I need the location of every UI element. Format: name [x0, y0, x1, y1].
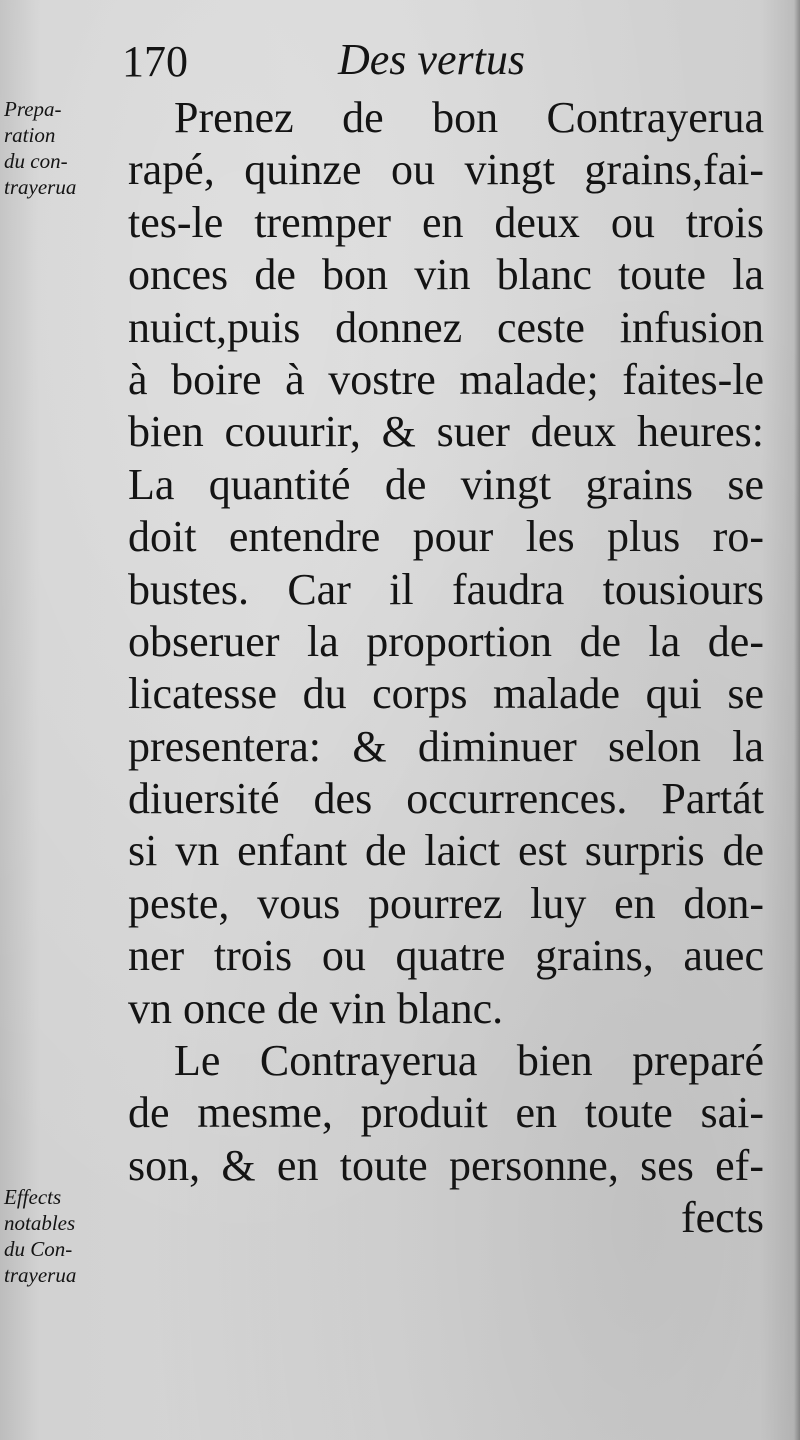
text-line: nuict,puis donnez ceste infusion	[128, 302, 764, 352]
margin-note-line: ration	[4, 123, 56, 147]
text-line: de mesme, produit en toute sai-	[128, 1088, 764, 1138]
page-number: 170	[122, 37, 188, 86]
margin-note-line: trayerua	[4, 1263, 77, 1287]
body-text	[128, 92, 764, 1245]
text-line: à boire à vostre malade; faites-le	[128, 354, 764, 404]
margin-note-line: trayerua	[4, 175, 77, 199]
text-line: bustes. Car il faudra tousiours	[128, 564, 764, 614]
text-line: obseruer la proportion de la de-	[128, 616, 764, 666]
margin-note-line: Prepa-	[4, 97, 62, 121]
margin-note-preparation	[4, 96, 126, 200]
margin-note-effects	[4, 1184, 126, 1288]
text-line: son, & en toute personne, ses ef-	[128, 1140, 764, 1190]
text-line: diuersité des occurrences. Partát	[128, 774, 764, 824]
text-line: presentera: & diminuer selon la	[128, 721, 764, 771]
running-head: Des vertus	[338, 35, 525, 84]
text-line: licatesse du corps malade qui se	[128, 669, 764, 719]
text-line: tes-le tremper en deux ou trois	[128, 197, 764, 247]
text-line: peste, vous pourrez luy en don-	[128, 878, 764, 928]
text-line: Le Contrayerua bien preparé	[174, 1036, 764, 1086]
text-line: vn once de vin blanc.	[128, 983, 504, 1033]
catchword: fects	[680, 1193, 764, 1243]
margin-note-line: notables	[4, 1211, 76, 1235]
text-line: Prenez de bon Contrayerua	[174, 93, 764, 142]
margin-note-line: du con-	[4, 149, 68, 173]
page-edge-shadow	[794, 0, 800, 1440]
text-line: ner trois ou quatre grains, auec	[128, 931, 764, 981]
text-line: si vn enfant de laict est surpris de	[128, 826, 764, 876]
page-header	[0, 28, 800, 88]
text-line: rapé, quinze ou vingt grains,fai-	[128, 145, 764, 195]
margin-note-line: du Con-	[4, 1237, 73, 1261]
text-line: doit entendre pour les plus ro-	[128, 512, 764, 562]
text-line: bien couurir, & suer deux heures:	[128, 407, 764, 457]
margin-note-line: Effects	[4, 1185, 62, 1209]
text-line: La quantité de vingt grains se	[128, 459, 764, 509]
text-line: onces de bon vin blanc toute la	[128, 250, 764, 300]
